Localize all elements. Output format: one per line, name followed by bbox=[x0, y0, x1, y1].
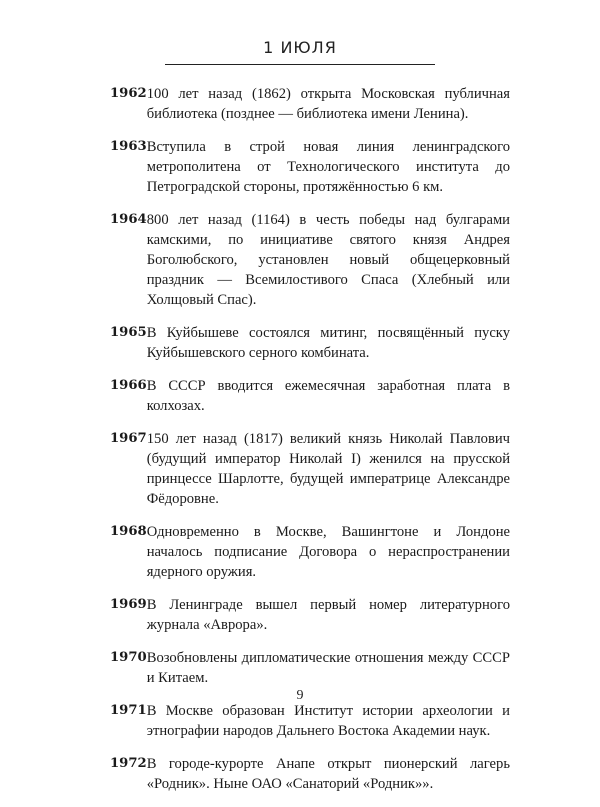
entry-text: В городе-курорте Анапе открыт пионерский лагерь «Родник». Ныне ОАО «Санаторий «Родник»». bbox=[146, 756, 510, 792]
entry-text: 800 лет назад (1164) в честь победы над булгарами камскими, по инициативе святого князя Андрея Боголюбского, установлен новый общецерковный праздник — Всемилостивого Спаса (Хлебный или Холщовый Спас). bbox=[146, 212, 510, 308]
entry-text: 100 лет назад (1862) открыта Московская публичная библиотека (позднее — библиотека имени Ленина). bbox=[146, 86, 510, 122]
entry-1972 bbox=[110, 754, 510, 794]
entry-1962 bbox=[110, 84, 510, 124]
entry-1969 bbox=[110, 595, 510, 635]
entry-1963 bbox=[110, 137, 510, 197]
page-header-title: 1 ИЮЛЯ bbox=[263, 38, 337, 57]
entry-year: 1971 bbox=[110, 703, 147, 718]
entry-year: 1965 bbox=[110, 325, 147, 340]
entry-1971 bbox=[110, 701, 510, 741]
entry-1965 bbox=[110, 323, 510, 363]
entry-year: 1968 bbox=[110, 524, 147, 539]
entry-1964 bbox=[110, 210, 510, 310]
entry-text: Вступила в строй новая линия ленинградского метрополитена от Технологического института до Петроградской стороны, протяжённостью 6 км. bbox=[146, 139, 510, 195]
entry-text: В Ленинграде вышел первый номер литературного журнала «Аврора». bbox=[146, 597, 510, 633]
entry-1967 bbox=[110, 429, 510, 509]
entry-text: В Куйбышеве состоялся митинг, посвящённый пуску Куйбышевского серного комбината. bbox=[146, 325, 510, 361]
entry-text: В СССР вводится ежемесячная заработная плата в колхозах. bbox=[146, 378, 510, 414]
entry-1968 bbox=[110, 522, 510, 582]
entry-year: 1970 bbox=[110, 650, 147, 665]
entry-year: 1969 bbox=[110, 597, 147, 612]
entry-year: 1964 bbox=[110, 212, 147, 227]
entry-year: 1967 bbox=[110, 431, 147, 446]
entry-year: 1972 bbox=[110, 756, 147, 771]
entry-year: 1963 bbox=[110, 139, 147, 154]
entry-text: Одновременно в Москве, Вашингтоне и Лондоне началось подписание Договора о нераспространении ядерного оружия. bbox=[146, 524, 510, 580]
entry-year: 1966 bbox=[110, 378, 147, 393]
page-number: 9 bbox=[296, 688, 304, 703]
entry-1966 bbox=[110, 376, 510, 416]
header-rule bbox=[165, 64, 435, 65]
entry-text: Возобновлены дипломатические отношения между СССР и Китаем. bbox=[146, 650, 510, 686]
entry-text: В Москве образован Институт истории археологии и этнографии народов Дальнего Востока Академии наук. bbox=[146, 703, 510, 739]
entry-1970 bbox=[110, 648, 510, 688]
entry-text: 150 лет назад (1817) великий князь Николай Павлович (будущий император Николай I) женился на прусской принцессе Шарлотте, будущей императрице Александре Фёдоровне. bbox=[146, 431, 510, 507]
entry-year: 1962 bbox=[110, 86, 147, 101]
